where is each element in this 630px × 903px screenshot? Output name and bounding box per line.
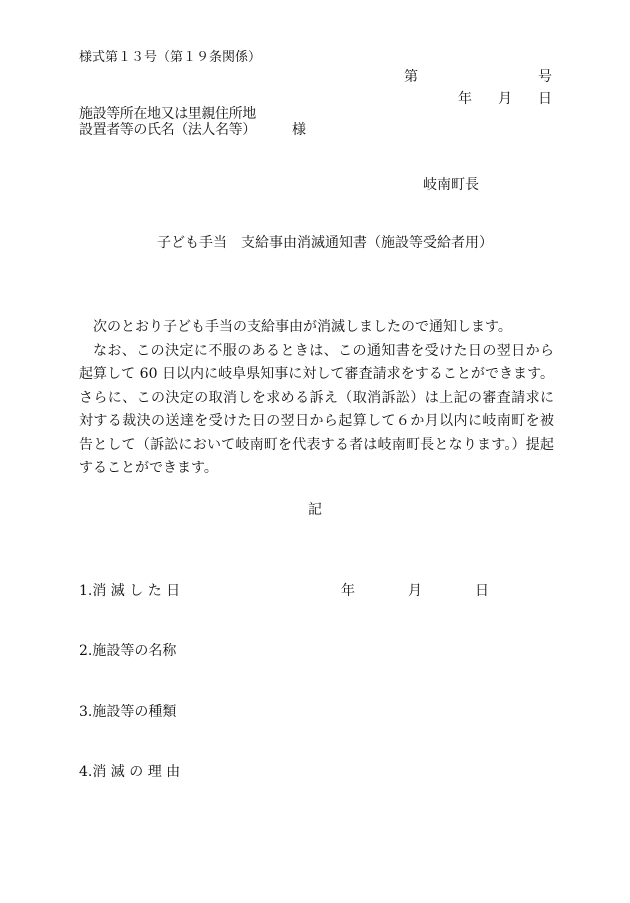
date-day: 日 [538, 91, 552, 107]
item-label-facility-type: 3.施設等の種類 [79, 704, 177, 720]
item-label-facility-name: 2.施設等の名称 [79, 643, 177, 659]
doc-number-suffix: 号 [538, 69, 552, 85]
form-number: 様式第１３号（第１９条関係） [79, 50, 262, 65]
page-title: 子ども手当 支給事由消滅通知書（施設等受給者用） [157, 235, 493, 251]
recipient-honorific: 様 [292, 122, 306, 138]
recipient-name-label: 設置者等の氏名（法人名等） [79, 122, 256, 138]
date-year: 年 [458, 91, 472, 107]
item-label-extinction-date: 1.消 滅 し た 日 [79, 583, 181, 599]
body-text [79, 316, 554, 481]
item-year: 年 [341, 583, 355, 599]
item-label-reason: 4.消 滅 の 理 由 [79, 764, 181, 780]
item-day: 日 [475, 583, 489, 599]
recipient-address-label: 施設等所在地又は里親住所地 [79, 106, 256, 122]
body-paragraph-2: なお、この決定に不服のあるときは、この通知書を受けた日の翌日から起算して 60 日以内に岐阜県知事に対して審査請求をすることができます。さらに、この決定の取消しを求める訴え（取消訴訟）は上記の審査請求に対する裁決の送達を受けた日の翌日から起算して６か月以内に岐南町を被告として（訴訟において岐南町を代表する者は岐南町長となります。）提起することができます。 [79, 342, 554, 476]
doc-number-prefix: 第 [404, 69, 418, 85]
issuer-name: 岐南町長 [423, 177, 479, 193]
body-paragraph-1: 次のとおり子ども手当の支給事由が消滅しましたので通知します。 [93, 319, 512, 335]
ki-heading: 記 [308, 502, 322, 518]
item-month: 月 [408, 583, 422, 599]
date-month: 月 [498, 91, 512, 107]
